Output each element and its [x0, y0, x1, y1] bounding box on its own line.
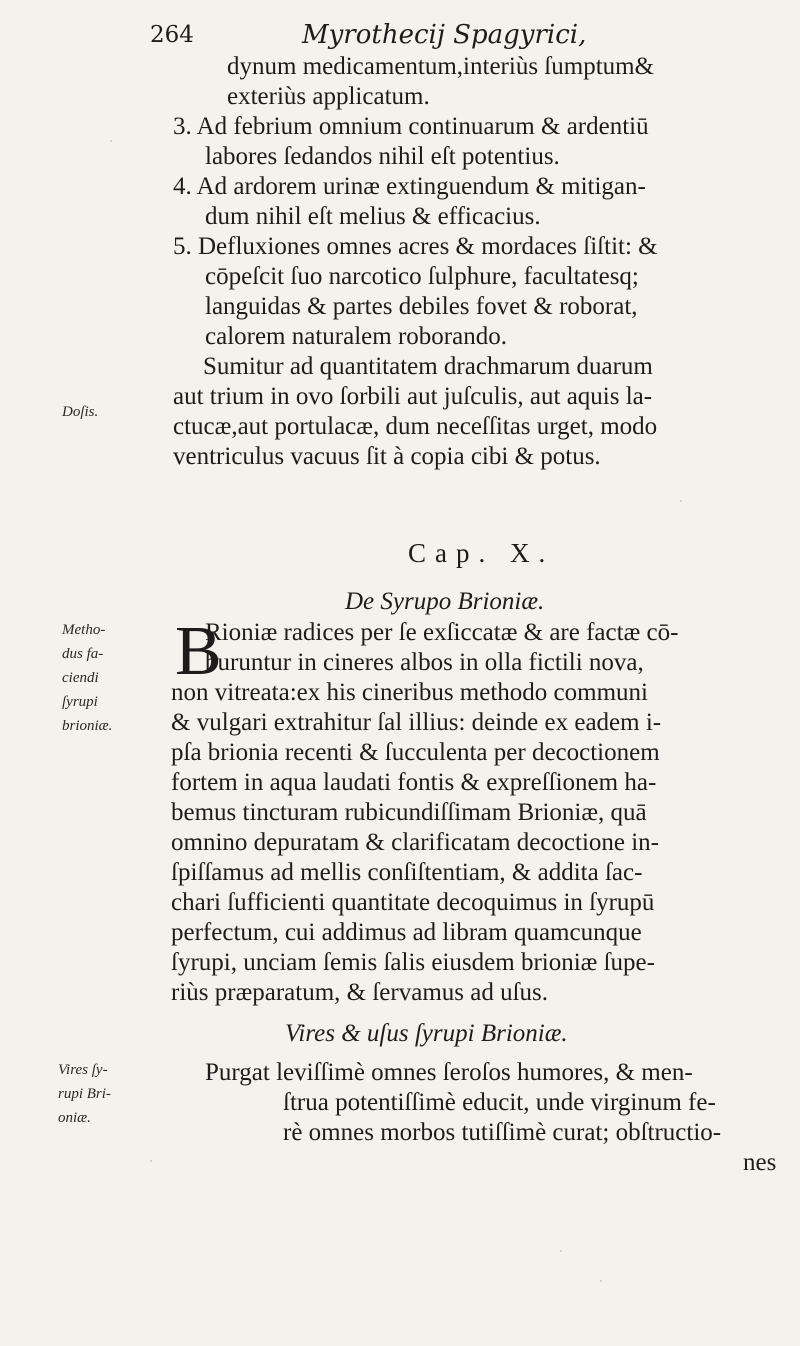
body-line: cōpeſcit ſuo narcotico ſulphure, facultatesq; — [205, 263, 639, 290]
body-line: omnino depuratam & clarificatam decoctione in- — [171, 829, 660, 856]
body-line: 4. Ad ardorem urinæ extinguendum & mitigan- — [173, 173, 646, 200]
margin-note-line: dus fa- — [62, 646, 104, 662]
body-line: labores ſedandos nihil eſt potentius. — [205, 143, 560, 170]
body-line: rè omnes morbos tutiſſimè curat; obſtructio- — [283, 1119, 722, 1146]
margin-note-methodus — [62, 618, 162, 738]
body-line: dum nihil eſt melius & efficacius. — [205, 203, 541, 230]
body-line: ſtrua potentiſſimè educit, unde virginum fe- — [283, 1089, 716, 1116]
body-line: Rioniæ radices per ſe exſiccatæ & are factæ cō- — [205, 619, 679, 646]
body-line: pſa brionia recenti & ſucculenta per decoctionem — [171, 739, 660, 766]
margin-note-dosis: Doſis. — [62, 404, 99, 420]
section-title: De Syrupo Brioniæ. — [345, 588, 545, 615]
running-title: Myrothecij Spagyrici, — [302, 20, 587, 50]
body-line: 5. Defluxiones omnes acres & mordaces ſiſtit: & — [173, 233, 658, 260]
body-line: Purgat leviſſimè omnes ſeroſos humores, & men- — [205, 1059, 693, 1086]
body-line: exteriùs applicatum. — [227, 83, 430, 110]
drop-cap: B — [175, 613, 222, 690]
body-line: aut trium in ovo ſorbili aut juſculis, aut aquis la- — [173, 383, 653, 410]
paper-speck — [150, 1160, 152, 1162]
margin-note-line: ſyrupi — [62, 694, 98, 710]
margin-note-line: rupi Bri- — [58, 1086, 111, 1102]
page-number: 264 — [150, 22, 194, 48]
body-line: chari ſufficienti quantitate decoquimus in ſyrupū — [171, 889, 655, 916]
body-line: Sumitur ad quantitatem drachmarum duarum — [203, 353, 653, 380]
body-line: perfectum, cui addimus ad libram quamcunque — [171, 919, 642, 946]
body-line: riùs præparatum, & ſervamus ad uſus. — [171, 979, 549, 1006]
body-line: nes — [743, 1149, 777, 1176]
margin-note-line: Metho- — [62, 622, 106, 638]
margin-note-vires — [58, 1058, 158, 1130]
body-line: bemus tincturam rubicundiſſimam Brioniæ, quā — [171, 799, 647, 826]
body-line: 3. Ad febrium omnium continuarum & ardentiū — [173, 113, 649, 140]
body-line: non vitreata:ex his cineribus methodo communi — [171, 679, 648, 706]
section2-title: Vires & uſus ſyrupi Brioniæ. — [285, 1020, 568, 1047]
margin-note-line: oniæ. — [58, 1110, 91, 1126]
paper-speck — [680, 500, 682, 502]
paper-speck — [110, 140, 112, 142]
body-line: ſpiſſamus ad mellis conſiſtentiam, & addita ſac- — [171, 859, 643, 886]
body-line: buruntur in cineres albos in olla fictili nova, — [205, 649, 644, 676]
body-line: fortem in aqua laudati fontis & expreſſionem ha- — [171, 769, 657, 796]
body-line: ſyrupi, unciam ſemis ſalis eiusdem brioniæ ſupe- — [171, 949, 655, 976]
body-line: & vulgari extrahitur ſal illius: deinde ex eadem i- — [171, 709, 662, 736]
paper-speck — [600, 1280, 602, 1282]
margin-note-line: Vires ſy- — [58, 1062, 108, 1078]
body-line: languidas & partes debiles fovet & roborat, — [205, 293, 638, 320]
body-line: dynum medicamentum,interiùs ſumptum& — [227, 53, 655, 80]
body-line: calorem naturalem roborando. — [205, 323, 507, 350]
body-line: ctucæ,aut portulacæ, dum neceſſitas urget, modo — [173, 413, 658, 440]
body-line: ventriculus vacuus ſit à copia cibi & potus. — [173, 443, 601, 470]
margin-note-line: brioniæ. — [62, 718, 113, 734]
margin-note-line: ciendi — [62, 670, 99, 686]
chapter-heading: Cap. X. — [408, 538, 555, 568]
paper-speck — [560, 1250, 562, 1252]
